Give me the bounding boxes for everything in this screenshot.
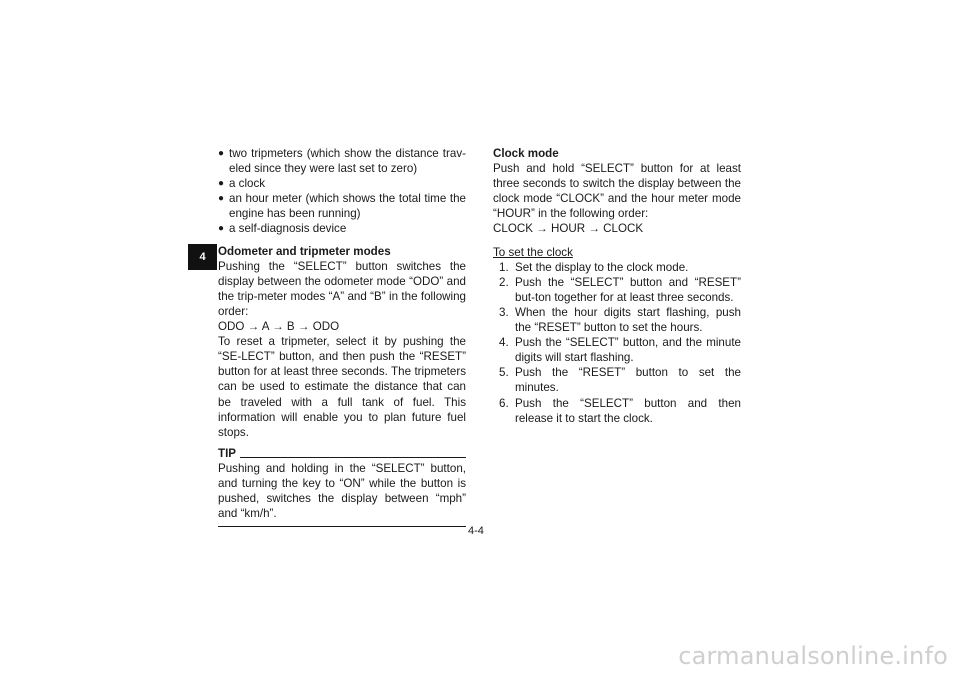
bullet-icon: ● [218, 223, 225, 235]
set-clock-heading: To set the clock [493, 245, 573, 259]
chapter-tab: 4 [188, 244, 217, 270]
watermark: carmanualsonline.info [678, 642, 948, 670]
odometer-heading: Odometer and tripmeter modes [218, 244, 391, 258]
left-column [218, 146, 466, 527]
clock-heading: Clock mode [493, 147, 559, 160]
list-item-text: an hour meter (which shows the total time the engine has been running) [229, 192, 466, 221]
right-column [493, 146, 741, 426]
list-item [493, 365, 741, 395]
step-number: 6. [499, 396, 509, 410]
page-number: 4-4 [468, 525, 484, 537]
step-number: 4. [499, 336, 509, 350]
clock-paragraph: Push and hold “SELECT” button for at least three seconds to switch the display between the clock mode “CLOCK” and the hour meter mode “HOUR” in the following order: [493, 162, 741, 221]
list-item [218, 191, 466, 221]
step-text: Push the “SELECT” button, and the minute digits will start flashing. [515, 336, 741, 365]
step-text: Set the display to the clock mode. [515, 260, 689, 274]
tip-header [218, 446, 466, 461]
list-item [493, 305, 741, 335]
tip-rule [240, 457, 466, 458]
clock-order: CLOCK → HOUR → CLOCK [493, 222, 644, 236]
list-item [218, 146, 466, 176]
bullet-icon: ● [218, 148, 225, 159]
step-number: 2. [499, 275, 509, 289]
odometer-paragraph: Pushing the “SELECT” button switches the display between the odometer mode “ODO” and the trip-meter modes “A” and “B” in the following order: [218, 259, 466, 318]
list-item [493, 396, 741, 426]
step-text: Push the “RESET” button to set the minutes. [515, 366, 741, 395]
step-number: 3. [499, 305, 509, 319]
odometer-order: ODO → A → B → ODO [218, 320, 340, 334]
list-item-text: a self-diagnosis device [229, 222, 347, 236]
step-text: When the hour digits start flashing, push the “RESET” button to set the hours. [515, 305, 741, 335]
bullet-icon: ● [218, 193, 225, 205]
list-item [493, 260, 741, 275]
tip-box [218, 446, 466, 527]
list-item [218, 221, 466, 236]
step-number: 5. [499, 366, 509, 380]
list-item-text: two tripmeters (which show the distance trav-eled since they were last set to zero) [229, 147, 466, 176]
list-item-text: a clock [229, 177, 266, 191]
step-number: 1. [499, 260, 509, 274]
list-item [493, 275, 741, 305]
feature-list [218, 146, 466, 237]
bullet-icon: ● [218, 178, 225, 190]
list-item [493, 335, 741, 365]
tip-text: Pushing and holding in the “SELECT” button, and turning the key to “ON” while the button is pushed, switches the display between “mph” and “km/h”. [218, 461, 466, 521]
tip-label: TIP [218, 446, 237, 460]
step-text: Push the “SELECT” button and “RESET” but-ton together for at least three seconds. [515, 275, 741, 304]
reset-paragraph: To reset a tripmeter, select it by pushing the “SE-LECT” button, and then push the “RESET” button for at least three seconds. The tripmeters can be used to estimate the distance that can be traveled with a full tank of fuel. This information will enable you to plan future fuel stops. [218, 335, 466, 439]
steps-list [493, 260, 741, 426]
list-item [218, 176, 466, 191]
step-text: Push the “SELECT” button and then release it to start the clock. [515, 396, 741, 425]
